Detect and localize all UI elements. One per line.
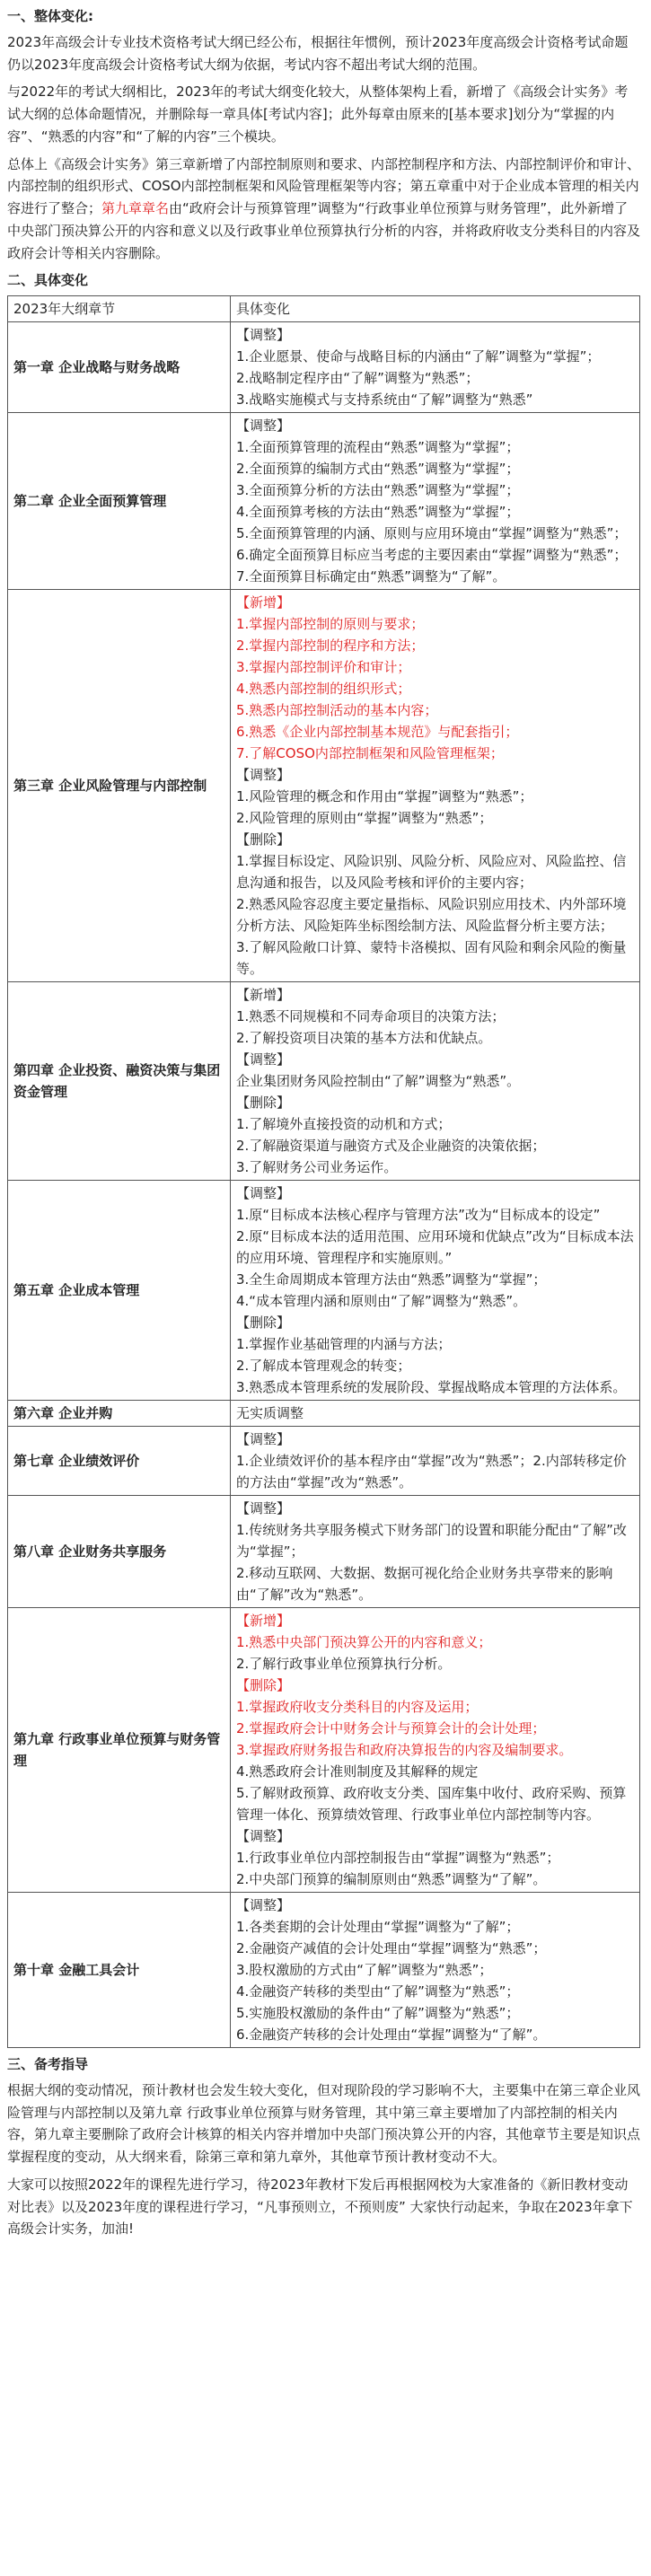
changes-table [7, 295, 640, 2048]
change-item: 【调整】 [236, 1500, 291, 1517]
change-item: 2.掌握政府会计中财务会计与预算会计的会计处理； [236, 1720, 546, 1736]
change-item: 2.掌握内部控制的程序和方法； [236, 637, 425, 654]
overall-paragraph [7, 154, 640, 265]
detail-cell [231, 413, 640, 590]
table-row [8, 1893, 640, 2048]
change-item: 1.各类套期的会计处理由“掌握”调整为“了解”； [236, 1919, 520, 1935]
table-body [8, 322, 640, 2048]
change-item: 2.中央部门预算的编制原则由“熟悉”调整为“了解”。 [236, 1871, 547, 1887]
paragraph-text: 2023年高级会计专业技术资格考试大纲已经公布，根据往年惯例，预计2023年度高级会计资格考试命题仍以2023年度高级会计资格考试大纲为依据，考试内容不超出考试大纲的范围。 [7, 33, 629, 73]
table-row [8, 982, 640, 1181]
change-item: 【调整】 [236, 767, 291, 783]
overall-paragraph [7, 81, 640, 147]
change-item: 【删除】 [236, 1314, 291, 1331]
detail-cell [231, 982, 640, 1181]
change-item: 1.风险管理的概念和作用由“掌握”调整为“熟悉”； [236, 788, 533, 804]
table-row [8, 413, 640, 590]
change-item: 4.熟悉政府会计准则制度及其解释的规定 [236, 1763, 479, 1780]
change-item: 4.金融资产转移的类型由“了解”调整为“熟悉”； [236, 1983, 520, 2000]
change-item: 4.熟悉内部控制的组织形式； [236, 681, 411, 697]
table-row [8, 590, 640, 982]
detail-cell [231, 590, 640, 982]
change-item: 2.金融资产减值的会计处理由“掌握”调整为“熟悉”； [236, 1940, 547, 1956]
specific-heading: 二、具体变化 [7, 272, 89, 289]
chapter-cell: 第六章 企业并购 [8, 1401, 231, 1427]
change-item: 4.“成本管理内涵和原则由“了解”调整为“熟悉”。 [236, 1293, 527, 1309]
detail-cell [231, 1181, 640, 1401]
guidance-paragraph [7, 2079, 640, 2168]
chapter-cell: 第五章 企业成本管理 [8, 1181, 231, 1401]
change-item: 1.了解境外直接投资的动机和方式； [236, 1116, 452, 1132]
change-item: 【调整】 [236, 1828, 291, 1844]
change-item: 1.企业绩效评价的基本程序由“掌握”改为“熟悉”；2.内部转移定价的方法由“掌握”改为“熟悉”。 [236, 1453, 627, 1490]
change-item: 2.原“目标成本法的适用范围、应用环境和优缺点”改为“目标成本法的应用环境、管理程序和实施原则。” [236, 1228, 634, 1266]
change-item: 1.掌握政府收支分类科目的内容及运用； [236, 1699, 479, 1715]
paragraph-text: 根据大纲的变动情况，预计教材也会发生较大变化，但对现阶段的学习影响不大，主要集中在第三章企业风险管理与内部控制以及第九章 行政事业单位预算与财务管理，其中第三章主要增加了内部控制的相关内容，第九章主要删除了政府会计核算的相关内容并增加中央部门预决算公开的内容，其他章节主要是知识点掌握程度的变动，从大纲来看，除第三章和第九章外，其他章节预计教材变动不大。 [7, 2081, 641, 2165]
change-item: 1.掌握内部控制的原则与要求； [236, 616, 425, 632]
detail-cell [231, 1496, 640, 1608]
change-item: 1.掌握目标设定、风险识别、风险分析、风险应对、风险监控、信息沟通和报告，以及风险考核和评价的主要内容； [236, 853, 627, 891]
chapter-cell: 第一章 企业战略与财务战略 [8, 322, 231, 413]
detail-cell [231, 322, 640, 413]
change-item: 【新增】 [236, 987, 291, 1003]
change-item: 3.掌握政府财务报告和政府决算报告的内容及编制要求。 [236, 1742, 573, 1758]
paragraph-text: 与2022年的考试大纲相比，2023年的考试大纲变化较大，从整体架构上看，新增了《高级会计实务》考试大纲的总体命题情况，并删除每一章具体[考试内容]；此外每章由原来的[基本要求]划分为“掌握的内容”、“熟悉的内容”和“了解的内容”三个模块。 [7, 84, 629, 145]
change-item: 【调整】 [236, 1185, 291, 1201]
change-item: 3.了解财务公司业务运作。 [236, 1159, 398, 1175]
table-row [8, 1181, 640, 1401]
table-header-row [8, 296, 640, 322]
table-row [8, 322, 640, 413]
change-item: 3.战略实施模式与支持系统由“了解”调整为“熟悉” [236, 391, 533, 408]
change-item: 【删除】 [236, 1095, 291, 1111]
change-item: 7.全面预算目标确定由“熟悉”调整为“了解”。 [236, 568, 506, 585]
change-item: 1.企业愿景、使命与战略目标的内涵由“了解”调整为“掌握”； [236, 348, 601, 365]
change-item: 5.了解财政预算、政府收支分类、国库集中收付、政府采购、预算管理一体化、预算绩效管理、行政事业单位内部控制等内容。 [236, 1785, 627, 1823]
change-item: 5.实施股权激励的条件由“了解”调整为“熟悉”； [236, 2005, 520, 2021]
chapter-cell: 第九章 行政事业单位预算与财务管理 [8, 1608, 231, 1893]
guidance-paragraphs [7, 2079, 640, 2240]
change-item: 2.了解成本管理观念的转变； [236, 1358, 411, 1374]
change-item: 7.了解COSO内部控制框架和风险管理框架； [236, 745, 504, 761]
change-item: 5.全面预算管理的内涵、原则与应用环境由“掌握”调整为“熟悉”； [236, 525, 628, 541]
change-item: 3.股权激励的方式由“了解”调整为“熟悉”； [236, 1962, 493, 1978]
paragraph-text: 由“政府会计与预算管理”调整为“行政事业单位预算与财务管理”，此外新增了中央部门预决算公开的内容和意义以及行政事业单位预算执行分析的内容，并将政府收支分类科目的内容及政府会计等相关内容删除。 [7, 200, 641, 261]
paragraph-text: 大家可以按照2022年的课程先进行学习，待2023年教材下发后再根据网校为大家准备的《新旧教材变动对比表》以及2023年度的课程进行学习，“凡事预则立，不预则废” 大家快行动起来，争取在2023年拿下高级会计实务，加油! [7, 2176, 633, 2238]
overall-heading: 一、整体变化: [7, 8, 93, 24]
change-item: 6.熟悉《企业内部控制基本规范》与配套指引； [236, 724, 519, 740]
table-row [8, 1427, 640, 1496]
change-item: 【删除】 [236, 1677, 291, 1693]
guidance-paragraph [7, 2174, 640, 2240]
change-item: 1.熟悉中央部门预决算公开的内容和意义； [236, 1634, 492, 1650]
change-item: 5.熟悉内部控制活动的基本内容； [236, 702, 438, 718]
change-item: 【调整】 [236, 1431, 291, 1447]
paragraph-text: 第九章章名 [101, 200, 170, 216]
change-item: 1.原“目标成本法核心程序与管理方法”改为“目标成本的设定” [236, 1207, 601, 1223]
paragraph-text: 总体上《高级会计实务》第三章新增了内部控制原则和要求、内部控制程序和方法、内部控制评价和审计、内部控制的组织形式、COSO内部控制框架和风险管理框架等内容；第五章重中对于企业成本管理的相关内容进行了整合； [7, 155, 641, 216]
chapter-cell: 第八章 企业财务共享服务 [8, 1496, 231, 1608]
change-item: 【删除】 [236, 831, 291, 848]
chapter-cell: 第二章 企业全面预算管理 [8, 413, 231, 590]
change-item: 2.风险管理的原则由“掌握”调整为“熟悉”； [236, 810, 493, 826]
change-item: 2.全面预算的编制方式由“熟悉”调整为“掌握”； [236, 461, 520, 477]
column-header-chapter: 2023年大纲章节 [8, 296, 231, 322]
chapter-cell: 第三章 企业风险管理与内部控制 [8, 590, 231, 982]
change-item: 1.熟悉不同规模和不同寿命项目的决策方法； [236, 1008, 506, 1024]
detail-cell [231, 1893, 640, 2048]
change-item: 2.战略制定程序由“了解”调整为“熟悉”； [236, 370, 479, 386]
change-item: 2.了解融资渠道与融资方式及企业融资的决策依据； [236, 1138, 546, 1154]
overall-paragraphs [7, 31, 640, 265]
change-item: 无实质调整 [236, 1405, 304, 1421]
change-item: 2.了解行政事业单位预算执行分析。 [236, 1656, 452, 1672]
change-item: 【新增】 [236, 1613, 291, 1629]
change-item: 【新增】 [236, 594, 291, 611]
table-row [8, 1401, 640, 1427]
detail-cell [231, 1401, 640, 1427]
change-item: 【调整】 [236, 1051, 291, 1068]
change-item: 1.掌握作业基础管理的内涵与方法； [236, 1336, 452, 1352]
change-item: 4.全面预算考核的方法由“熟悉”调整为“掌握”； [236, 504, 520, 520]
change-item: 2.移动互联网、大数据、数据可视化给企业财务共享带来的影响由“了解”改为“熟悉”。 [236, 1565, 613, 1603]
change-item: 【调整】 [236, 418, 291, 434]
detail-cell [231, 1608, 640, 1893]
change-item: 2.了解投资项目决策的基本方法和优缺点。 [236, 1030, 492, 1046]
table-row [8, 1608, 640, 1893]
guidance-heading: 三、备考指导 [7, 2056, 89, 2072]
change-item: 1.传统财务共享服务模式下财务部门的设置和职能分配由“了解”改为“掌握”； [236, 1522, 627, 1560]
change-item: 【调整】 [236, 1897, 291, 1913]
overall-paragraph [7, 31, 640, 76]
change-item: 3.了解风险敞口计算、蒙特卡洛模拟、固有风险和剩余风险的衡量等。 [236, 939, 627, 977]
change-item: 1.全面预算管理的流程由“熟悉”调整为“掌握”； [236, 439, 520, 455]
change-item: 【调整】 [236, 327, 291, 343]
change-item: 3.全生命周期成本管理方法由“熟悉”调整为“掌握”； [236, 1271, 547, 1288]
change-item: 6.确定全面预算目标应当考虑的主要因素由“掌握”调整为“熟悉”； [236, 547, 628, 563]
chapter-cell: 第四章 企业投资、融资决策与集团资金管理 [8, 982, 231, 1181]
table-row [8, 1496, 640, 1608]
chapter-cell: 第七章 企业绩效评价 [8, 1427, 231, 1496]
column-header-detail: 具体变化 [231, 296, 640, 322]
change-item: 1.行政事业单位内部控制报告由“掌握”调整为“熟悉”； [236, 1850, 560, 1866]
chapter-cell: 第十章 金融工具会计 [8, 1893, 231, 2048]
change-item: 6.金融资产转移的会计处理由“掌握”调整为“了解”。 [236, 2027, 547, 2043]
change-item: 2.熟悉风险容忍度主要定量指标、风险识别应用技术、内外部环境分析方法、风险矩阵坐标图绘制方法、风险监督分析主要方法； [236, 896, 627, 934]
change-item: 3.全面预算分析的方法由“熟悉”调整为“掌握”； [236, 482, 520, 498]
change-item: 3.掌握内部控制评价和审计； [236, 659, 411, 675]
change-item: 企业集团财务风险控制由“了解”调整为“熟悉”。 [236, 1073, 521, 1089]
change-item: 3.熟悉成本管理系统的发展阶段、掌握战略成本管理的方法体系。 [236, 1379, 627, 1395]
detail-cell [231, 1427, 640, 1496]
